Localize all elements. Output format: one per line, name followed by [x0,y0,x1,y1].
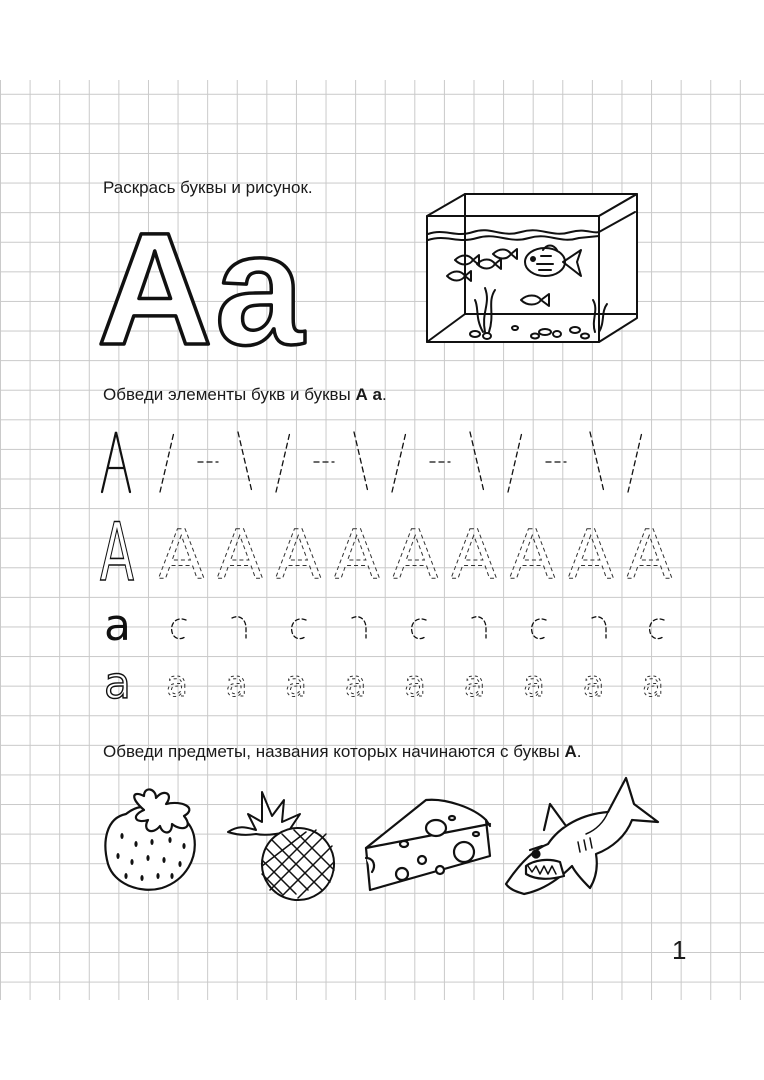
trace-row-elements [100,428,670,498]
shark-icon [504,774,664,898]
trace-lower-a: а [285,664,308,705]
page-number: 1 [672,935,687,965]
trace-upper-a: А [275,516,322,595]
trace-lower-a: а [404,664,427,705]
trace-upper-a: А [392,516,439,595]
sample-lower-a-2: а [104,658,131,709]
trace-row-lower [100,658,675,709]
instruction-trace-objects-suffix: . [576,742,582,761]
instruction-trace-letters-suffix: . [381,385,387,404]
top-margin [0,0,764,80]
trace-lower-a: а [166,664,189,705]
instruction-trace-objects-bold: А [564,742,577,761]
instruction-trace-letters-prefix: Обведи элементы букв и буквы [103,385,356,404]
big-letter-upper: А [97,199,213,378]
trace-upper-a: А [567,516,615,595]
aquarium-icon [425,192,640,344]
trace-upper-a: А [450,516,498,595]
trace-lower-a: а [463,664,486,705]
pineapple-icon [226,786,338,904]
trace-lower-a: а [642,664,665,705]
trace-upper-a: А [216,516,264,595]
instruction-trace-objects [103,742,582,762]
trace-row-lower-elements [100,600,670,651]
instruction-trace-letters [103,385,387,405]
trace-upper-a: А [158,516,205,595]
instruction-color: Раскрась буквы и рисунок. [103,178,313,197]
trace-upper-a: А [333,516,381,595]
bottom-margin [0,1000,764,1080]
sample-upper-a: А [100,506,135,599]
trace-lower-a: а [523,664,546,705]
cheese-icon [362,796,492,896]
instruction-trace-objects-prefix: Обведи предметы, названия которых начинаются с буквы [103,742,565,761]
trace-upper-a: А [626,516,673,595]
trace-lower-a: а [225,664,248,705]
big-letters [95,199,315,378]
strawberry-icon [100,784,204,896]
big-letter-lower: а [215,199,304,378]
sample-upper-a-outline [102,432,130,492]
trace-lower-a: а [344,664,367,705]
sample-lower-a-1: а [104,600,131,651]
trace-upper-a: А [509,516,556,595]
trace-row-upper [100,506,673,599]
instruction-trace-letters-bold: А а [355,385,382,404]
trace-lower-a: а [582,664,605,705]
